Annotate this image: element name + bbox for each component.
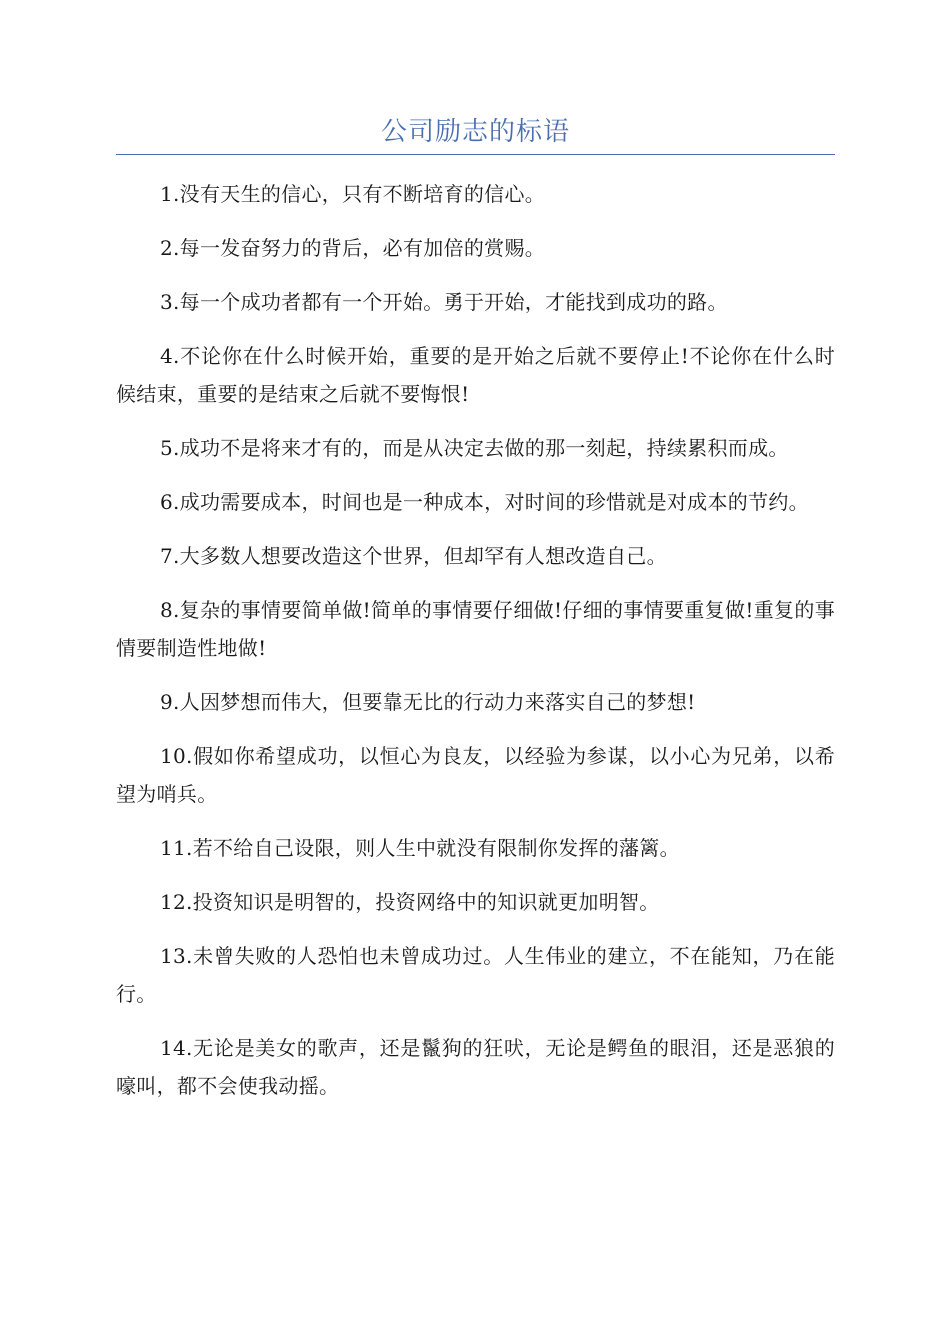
slogan-item: 5.成功不是将来才有的，而是从决定去做的那一刻起，持续累积而成。 bbox=[160, 436, 789, 460]
slogan-item: 8.复杂的事情要简单做!简单的事情要仔细做!仔细的事情要重复做!重复的事情要制造性地做! bbox=[116, 598, 835, 660]
slogan-item: 9.人因梦想而伟大，但要靠无比的行动力来落实自己的梦想! bbox=[160, 690, 696, 714]
slogan-item: 6.成功需要成本，时间也是一种成本，对时间的珍惜就是对成本的节约。 bbox=[160, 490, 809, 514]
slogan-item: 1.没有天生的信心，只有不断培育的信心。 bbox=[160, 182, 546, 206]
slogan-item: 10.假如你希望成功，以恒心为良友，以经验为参谋，以小心为兄弟，以希望为哨兵。 bbox=[116, 744, 835, 806]
slogan-item: 13.未曾失败的人恐怕也未曾成功过。人生伟业的建立，不在能知，乃在能行。 bbox=[116, 944, 835, 1006]
slogan-item: 3.每一个成功者都有一个开始。勇于开始，才能找到成功的路。 bbox=[160, 290, 728, 314]
slogan-list bbox=[116, 175, 835, 1121]
slogan-item: 4.不论你在什么时候开始，重要的是开始之后就不要停止!不论你在什么时候结束，重要的是结束之后就不要悔恨! bbox=[116, 344, 835, 406]
title-underline bbox=[116, 154, 835, 155]
slogan-item: 7.大多数人想要改造这个世界，但却罕有人想改造自己。 bbox=[160, 544, 667, 568]
slogan-item: 12.投资知识是明智的，投资网络中的知识就更加明智。 bbox=[160, 890, 660, 914]
slogan-item: 14.无论是美女的歌声，还是鬣狗的狂吠，无论是鳄鱼的眼泪，还是恶狼的嚎叫，都不会使我动摇。 bbox=[116, 1036, 835, 1098]
slogan-item: 11.若不给自己设限，则人生中就没有限制你发挥的藩篱。 bbox=[160, 836, 680, 860]
document-title: 公司励志的标语 bbox=[380, 117, 570, 147]
slogan-item: 2.每一发奋努力的背后，必有加倍的赏赐。 bbox=[160, 236, 546, 260]
